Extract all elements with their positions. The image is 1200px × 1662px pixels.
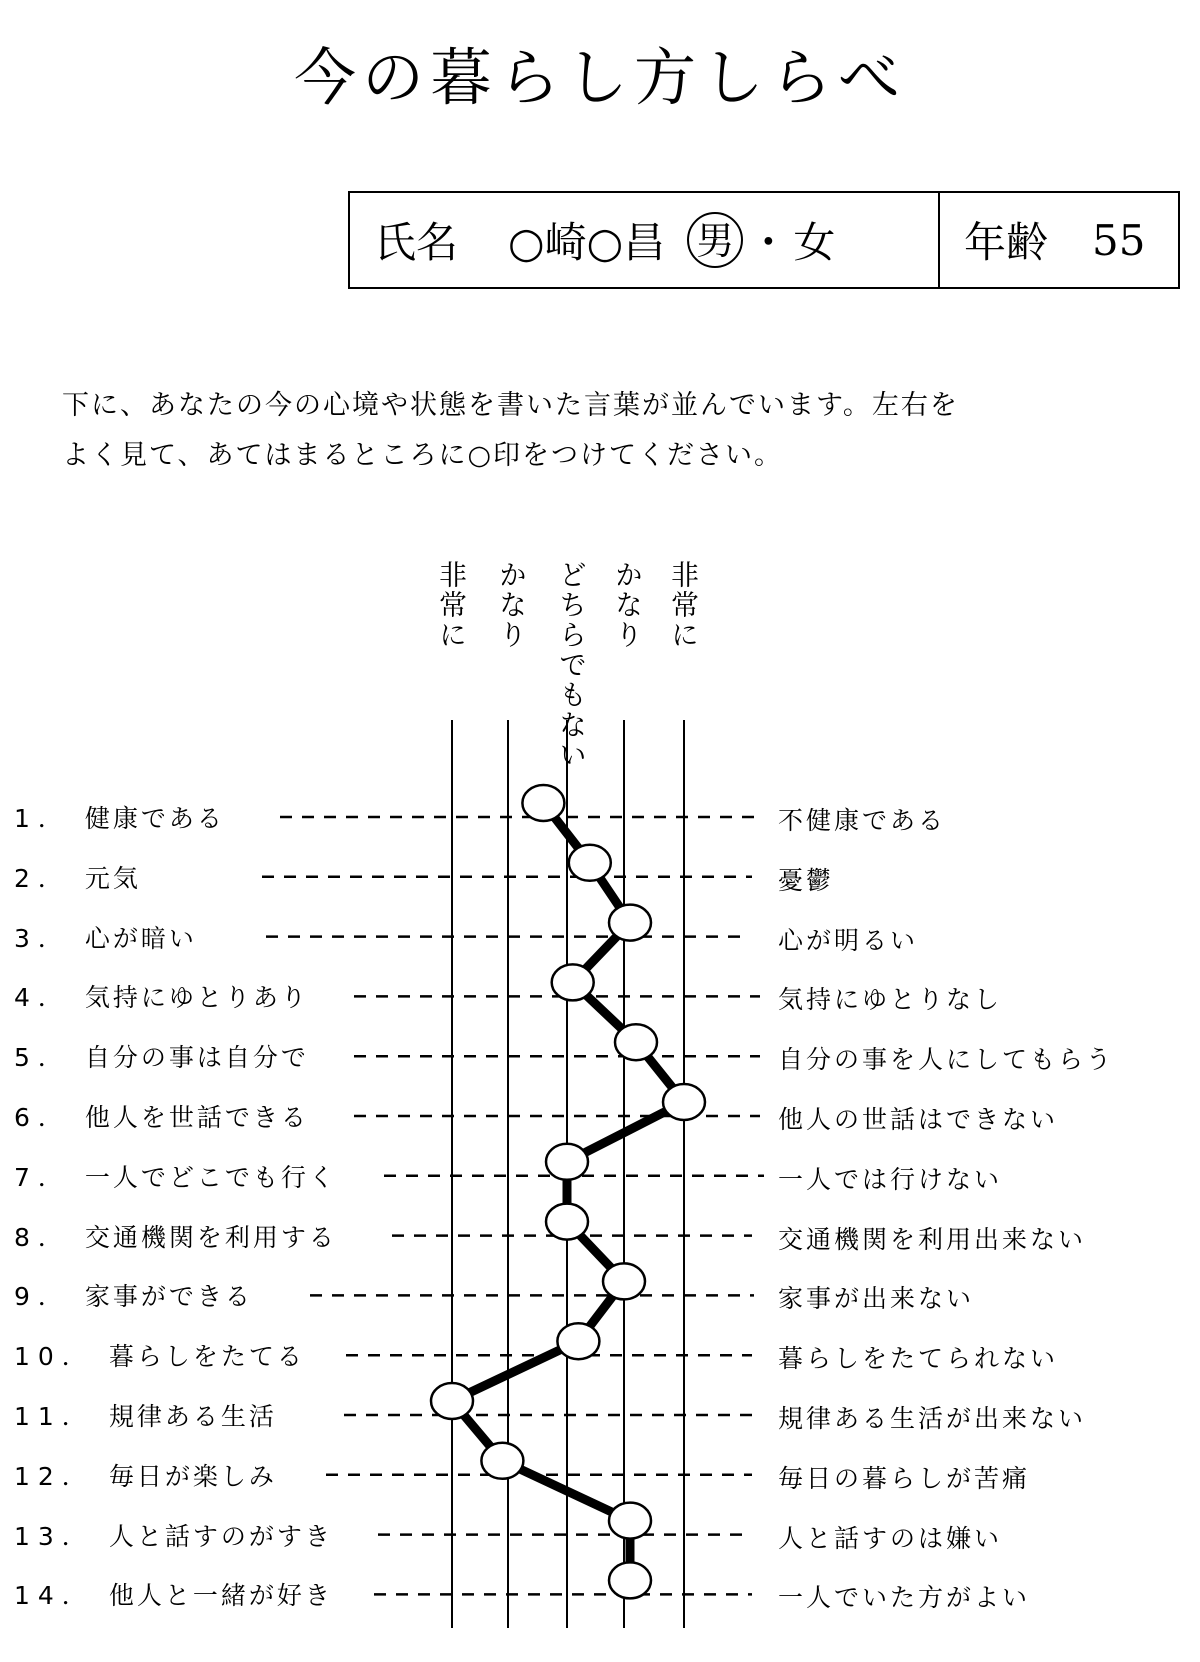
item-number: 12． <box>14 1461 95 1491</box>
item-left-text: 元気 <box>84 863 141 893</box>
item-left-text: 毎日が楽しみ <box>108 1461 277 1491</box>
answer-circle-mark <box>522 785 564 821</box>
item-right-label: 不健康である <box>778 806 947 835</box>
item-left-text: 交通機関を利用する <box>84 1222 337 1252</box>
item-number: 8． <box>14 1222 71 1252</box>
item-left-label <box>14 1038 309 1074</box>
item-left-label <box>14 1277 253 1313</box>
item-left-text: 他人と一緒が好き <box>108 1581 333 1611</box>
item-right-label: 交通機関を利用出来ない <box>778 1224 1087 1254</box>
sex-separator: ・ <box>747 218 790 267</box>
item-number: 1． <box>14 804 71 833</box>
item-right-label: 他人の世話はできない <box>778 1105 1059 1134</box>
age-value: 55 <box>1092 215 1146 265</box>
item-left-text: 暮らしをたてる <box>108 1342 305 1372</box>
item-left-label <box>14 1576 333 1612</box>
item-left-label <box>14 1397 277 1433</box>
answer-circle-mark <box>603 1263 645 1299</box>
item-number: 3． <box>14 923 71 953</box>
scale-label-very-left: 非常に <box>435 560 468 650</box>
item-right-label: 人と話すのは嫌い <box>778 1523 1003 1553</box>
instructions-line-2: よく見て、あてはまるところに○印をつけてください。 <box>62 440 784 471</box>
item-number: 2． <box>14 863 71 893</box>
answer-circle-mark <box>546 1144 588 1180</box>
item-right-label: 自分の事を人にしてもらう <box>778 1045 1115 1075</box>
item-left-label <box>14 1098 309 1134</box>
item-right-label: 家事が出来ない <box>778 1284 975 1314</box>
item-number: 9． <box>14 1282 71 1312</box>
answer-circle-mark <box>609 905 651 941</box>
sex-female: 女 <box>793 218 836 267</box>
item-left-label <box>14 859 141 895</box>
item-left-text: 気持にゆとりあり <box>84 983 309 1013</box>
age-label: 年齢 <box>964 218 1049 267</box>
item-left-label <box>14 1158 337 1194</box>
item-left-label <box>14 1337 305 1373</box>
item-number: 10． <box>14 1342 95 1372</box>
instructions-line-1: 下に、あなたの今の心境や状態を書いた言葉が並んでいます。左右を <box>62 390 959 421</box>
item-left-label <box>14 1218 337 1254</box>
answer-circle-mark <box>557 1323 599 1359</box>
item-left-label <box>14 978 309 1014</box>
item-left-label <box>14 1517 333 1553</box>
item-right-label: 暮らしをたてられない <box>778 1344 1059 1374</box>
item-right-label: 気持にゆとりなし <box>778 985 1003 1015</box>
answer-circle-mark <box>615 1024 657 1060</box>
scale-label-fairly-left: かなり <box>495 560 528 650</box>
item-left-label <box>14 919 197 955</box>
item-number: 13． <box>14 1521 95 1551</box>
name-value: ○崎○昌 <box>508 218 666 267</box>
item-right-label: 毎日の暮らしが苦痛 <box>778 1463 1031 1493</box>
scale-label-very-right: 非常に <box>667 560 700 650</box>
item-right-label: 憂鬱 <box>778 865 835 895</box>
answer-circle-mark <box>609 1562 651 1598</box>
item-left-text: 自分の事は自分で <box>84 1043 309 1073</box>
item-left-text: 健康である <box>84 804 225 833</box>
name-label: 氏名 <box>374 218 459 267</box>
answer-circle-mark <box>569 845 611 881</box>
item-number: 11． <box>14 1402 95 1431</box>
answer-circle-mark <box>609 1503 651 1539</box>
sex-male-circled: 男 <box>687 212 743 268</box>
answer-circle-mark <box>431 1383 473 1419</box>
item-left-label <box>14 1457 277 1493</box>
item-number: 5． <box>14 1043 71 1073</box>
answer-circle-mark <box>481 1443 523 1479</box>
item-left-label <box>14 799 225 835</box>
answer-circle-mark <box>552 964 594 1000</box>
item-left-text: 家事ができる <box>84 1282 253 1312</box>
item-number: 6． <box>14 1103 71 1132</box>
scale-label-fairly-right: かなり <box>611 560 644 650</box>
page-title: 今の暮らし方しらべ <box>293 41 906 114</box>
item-right-label: 一人では行けない <box>778 1164 1003 1194</box>
item-number: 4． <box>14 983 71 1013</box>
item-right-label: 規律ある生活が出来ない <box>778 1404 1087 1433</box>
scale-label-neutral: どちらでもない <box>555 560 588 770</box>
item-right-label: 心が明るい <box>778 925 919 955</box>
item-left-text: 人と話すのがすき <box>108 1521 333 1551</box>
answer-circle-mark <box>663 1084 705 1120</box>
item-left-text: 心が暗い <box>84 923 197 953</box>
item-left-text: 他人を世話できる <box>84 1103 309 1132</box>
item-left-text: 規律ある生活 <box>108 1402 277 1431</box>
item-number: 14． <box>14 1581 95 1611</box>
item-number: 7． <box>14 1162 71 1192</box>
answer-circle-mark <box>546 1204 588 1240</box>
item-right-label: 一人でいた方がよい <box>778 1583 1031 1613</box>
item-left-text: 一人でどこでも行く <box>84 1162 337 1192</box>
